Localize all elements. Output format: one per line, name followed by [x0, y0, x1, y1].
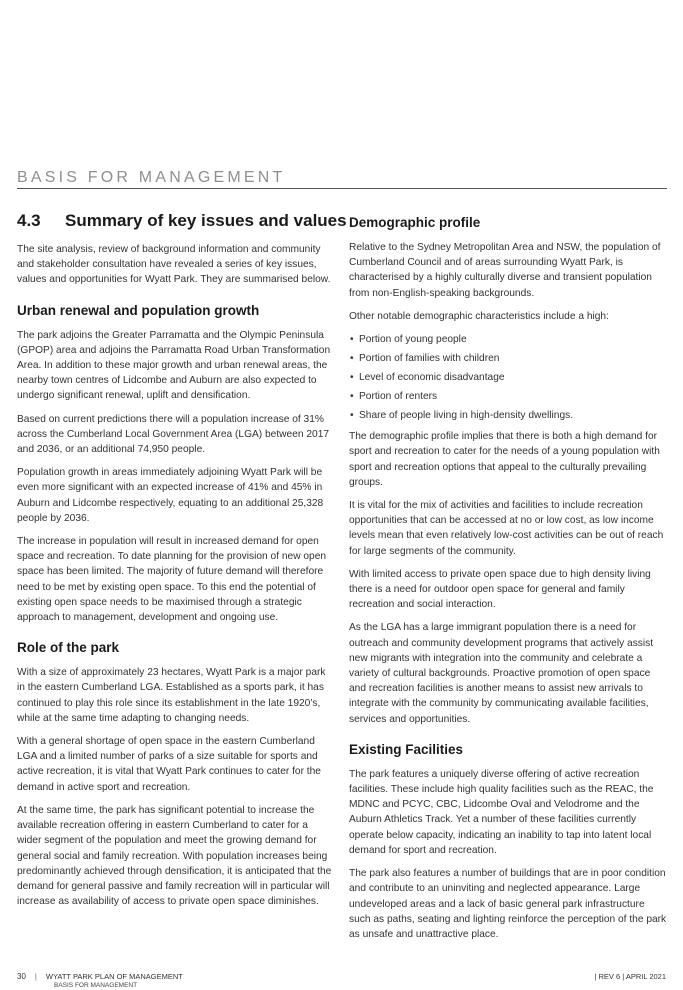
heading-number: 4.3 — [17, 211, 41, 230]
demo-paragraph-4: It is vital for the mix of activities and facilities to include recreation opportunities that can be accessed at no or low cost, as low income levels mean that even relatively low-cost activities can be out of reach for large segments of the community. — [349, 500, 664, 557]
facilities-paragraph-2: The park also features a number of buildings that are in poor condition and contribute to an uninviting and neglected appearance. Large undeveloped areas and a lack of basic general park infrastructure such as paths, seating and lighting reinforce the perception of the park as unsafe and unattractive place. — [349, 868, 667, 940]
urban-paragraph-2: Based on current predictions there will a population increase of 31% across the Cumberland Local Government Area (LGA) between 2017 and 2036, or an additional 74,950 people. — [17, 413, 330, 456]
header-divider — [17, 188, 667, 189]
heading-title: Summary of key issues and values — [65, 211, 347, 230]
footer-revision: | REV 6 | APRIL 2021 — [594, 972, 666, 981]
footer-left — [17, 972, 183, 981]
role-paragraph-1: With a size of approximately 23 hectares, Wyatt Park is a major park in the eastern Cumberland LGA. Established as a sports park, it has continued to play this role since its establishment in the late 1920’s, while at the same time adapting to changing needs. — [17, 667, 326, 724]
facilities-paragraph-1: The park features a uniquely diverse offering of active recreation facilities. These include high quality facilities such as the REAC, the MDNC and PCYC, CBC, Lidcombe Oval and Velodrome and the Auburn Athletics Track. Yet a number of these facilities currently operate below capacity, indicating an inability to tap into latent local demand for sport and recreation. — [349, 768, 654, 856]
role-heading: Role of the park — [17, 640, 120, 656]
list-item: • Portion of renters — [349, 389, 667, 404]
demographic-list — [349, 332, 667, 423]
role-paragraph-2: With a general shortage of open space in the eastern Cumberland LGA and a limited number of parks of a size suitable for sports and active recreation, it is vital that Wyatt Park continues to cater for the demand in active sport and recreation. — [17, 736, 321, 793]
left-column — [17, 210, 347, 917]
list-item: • Portion of families with children — [349, 351, 667, 366]
footer-doc-title: WYATT PARK PLAN OF MANAGEMENT — [45, 972, 183, 981]
urban-paragraph-3: Population growth in areas immediately adjoining Wyatt Park will be even more significant with an expected increase of 41% and 45% in Auburn and Lidcombe respectively, equating to an additional 25,328 people by 2036. — [17, 467, 324, 524]
role-paragraph-3: At the same time, the park has significant potential to increase the available recreation offering in eastern Cumberland to cater for a wider segment of the population and meet the growing demand for general social and family recreation. With population increases being predominantly achieved through densification, it is anticipated that the demand for general passive and family recreation will in particular will increase as availability of access to private open space diminishes. — [17, 804, 332, 908]
list-item: • Portion of young people — [349, 332, 667, 347]
section-header: BASIS FOR MANAGEMENT — [17, 169, 286, 186]
footer-doc-subtitle: BASIS FOR MANAGEMENT — [54, 982, 138, 989]
demo-paragraph-5: With limited access to private open space due to high density living there is a need for outdoor open space for general and family recreation and social interaction. — [349, 568, 651, 611]
intro-paragraph: The site analysis, review of background information and community and stakeholder consultation have revealed a series of key issues, values and opportunities for Wyatt Park. They are summarised below. — [17, 244, 331, 286]
demo-paragraph-2: Other notable demographic characteristics include a high: — [349, 310, 609, 322]
footer-separator: | — [34, 972, 37, 981]
urban-paragraph-1: The park adjoins the Greater Parramatta and the Olympic Peninsula (GPOP) area and adjoins the Parramatta Road Urban Transformation Area. In addition to these major growth and urban renewal areas, the nearby town centres of Lidcombe and Auburn are also expected to undergo significant renewal, uplift and densification. — [17, 329, 331, 402]
right-column — [349, 210, 667, 950]
demo-paragraph-6: As the LGA has a large immigrant population there is a need for outreach and community development programs that actively assist new migrants with integration into the community and celebrate a variety of cultural backgrounds. Proactive promotion of open space and recreation facilities is another means to assist new arrivals to integrate with the community by communicating available facilities, services and opportunities. — [349, 622, 654, 725]
list-item: • Level of economic disadvantage — [349, 370, 667, 385]
urban-renewal-heading: Urban renewal and population growth — [17, 302, 260, 318]
section-heading — [17, 210, 347, 232]
demo-paragraph-1: Relative to the Sydney Metropolitan Area and NSW, the population of Cumberland Council and of areas surrounding Wyatt Park, is characterised by a highly culturally diverse and transient population from non-English-speaking backgrounds. — [349, 242, 661, 299]
demo-paragraph-3: The demographic profile implies that there is both a high demand for sport and recreation to cater for the needs of a young population with sport and recreation options that appeal to the culturally prevailing groups. — [349, 431, 660, 488]
facilities-heading: Existing Facilities — [349, 741, 464, 757]
list-item: • Share of people living in high-density dwellings. — [349, 408, 667, 423]
page-number: 30 — [17, 972, 26, 981]
demographic-heading: Demographic profile — [349, 215, 481, 230]
urban-paragraph-4: The increase in population will result in increased demand for open space and recreation. To date planning for the provision of new open space has been limited. The majority of future demand will therefore need to be met by existing open space. To this end the potential of existing open space needs to be maximised through a strategic approach to management, development and ongoing use. — [17, 536, 327, 624]
